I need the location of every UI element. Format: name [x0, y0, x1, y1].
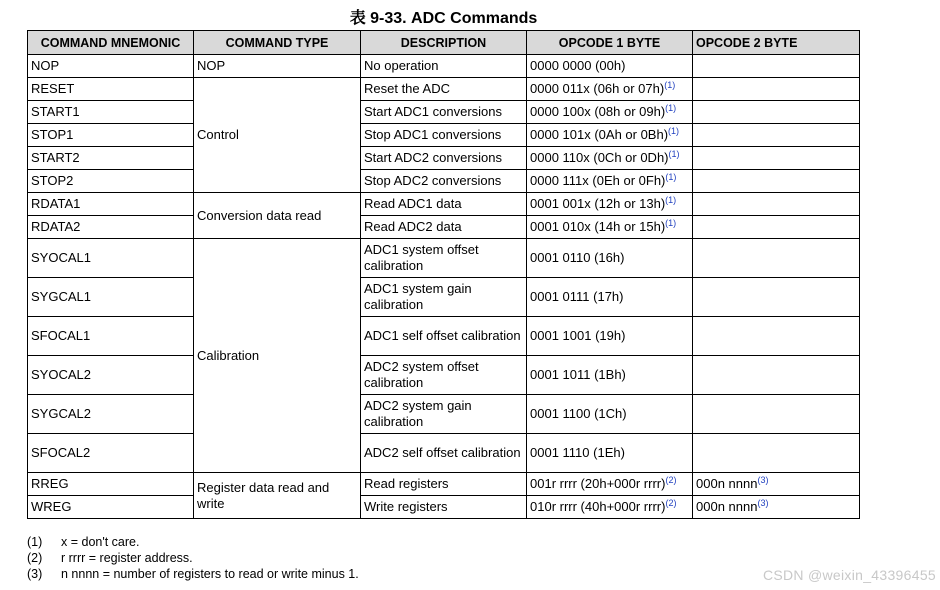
description-cell: ADC1 system gain calibration — [361, 278, 527, 317]
description-cell: Start ADC1 conversions — [361, 101, 527, 124]
command-type-cell: Calibration — [194, 239, 361, 473]
mnemonic-cell: RREG — [28, 473, 194, 496]
opcode1-value: 0001 0111 (17h) — [530, 289, 624, 304]
mnemonic-cell: START1 — [28, 101, 194, 124]
mnemonic-cell: NOP — [28, 55, 194, 78]
footnote-ref-link[interactable]: (1) — [665, 218, 677, 228]
opcode1-value: 0001 1011 (1Bh) — [530, 367, 626, 382]
opcode1-cell — [527, 55, 693, 78]
opcode1-cell — [527, 78, 693, 101]
table-row — [28, 356, 860, 395]
opcode1-cell — [527, 496, 693, 519]
footnote-text: n nnnn = number of registers to read or write minus 1. — [61, 567, 359, 581]
opcode1-cell — [527, 473, 693, 496]
opcode1-cell — [527, 193, 693, 216]
table-row — [28, 496, 860, 519]
description-cell: ADC2 system offset calibration — [361, 356, 527, 395]
opcode1-cell — [527, 356, 693, 395]
opcode2-cell — [693, 193, 860, 216]
opcode2-cell — [693, 356, 860, 395]
opcode1-value: 0001 1110 (1Eh) — [530, 445, 625, 460]
opcode1-cell — [527, 216, 693, 239]
header-command-type: COMMAND TYPE — [194, 31, 361, 55]
description-cell: Read ADC2 data — [361, 216, 527, 239]
footnote-number: (3) — [27, 567, 43, 581]
opcode1-cell — [527, 434, 693, 473]
footnote-ref-link[interactable]: (1) — [664, 80, 676, 90]
opcode2-cell — [693, 216, 860, 239]
footnote-ref-link[interactable]: (3) — [757, 475, 769, 485]
header-command-mnemonic: COMMAND MNEMONIC — [28, 31, 194, 55]
description-cell: Read registers — [361, 473, 527, 496]
opcode1-value: 0001 0110 (16h) — [530, 250, 625, 265]
table-footnotes — [27, 534, 359, 582]
opcode1-value: 0000 111x (0Eh or 0Fh) — [530, 173, 666, 188]
header-opcode-2-byte: OPCODE 2 BYTE — [693, 31, 860, 55]
description-cell: Stop ADC2 conversions — [361, 170, 527, 193]
command-type-cell: Control — [194, 78, 361, 193]
mnemonic-cell: SYGCAL1 — [28, 278, 194, 317]
table-row — [28, 239, 860, 278]
opcode1-cell — [527, 124, 693, 147]
opcode1-value: 0000 101x (0Ah or 0Bh) — [530, 127, 669, 142]
opcode1-cell — [527, 170, 693, 193]
table-row — [28, 124, 860, 147]
opcode1-value: 010r rrrr (40h+000r rrrr) — [530, 499, 666, 514]
table-row — [28, 193, 860, 216]
opcode2-cell — [693, 147, 860, 170]
mnemonic-cell: WREG — [28, 496, 194, 519]
footnote-number: (2) — [27, 551, 43, 565]
table-row — [28, 473, 860, 496]
command-type-cell: NOP — [194, 55, 361, 78]
opcode1-value: 001r rrrr (20h+000r rrrr) — [530, 476, 666, 491]
description-cell: Write registers — [361, 496, 527, 519]
mnemonic-cell: STOP2 — [28, 170, 194, 193]
table-header-row — [28, 31, 860, 55]
opcode1-value: 0000 100x (08h or 09h) — [530, 104, 666, 119]
header-opcode-1-byte: OPCODE 1 BYTE — [527, 31, 693, 55]
footnote-text: r rrrr = register address. — [61, 551, 193, 565]
footnote-text: x = don't care. — [61, 535, 140, 549]
opcode1-cell — [527, 317, 693, 356]
table-row — [28, 101, 860, 124]
opcode2-cell — [693, 278, 860, 317]
mnemonic-cell: SFOCAL1 — [28, 317, 194, 356]
table-row — [28, 170, 860, 193]
mnemonic-cell: RDATA1 — [28, 193, 194, 216]
footnote-ref-link[interactable]: (1) — [668, 149, 680, 159]
table-row — [28, 395, 860, 434]
footnote-ref-link[interactable]: (2) — [665, 498, 677, 508]
opcode1-value: 0001 1100 (1Ch) — [530, 406, 627, 421]
mnemonic-cell: SYOCAL2 — [28, 356, 194, 395]
table-row — [28, 147, 860, 170]
opcode1-value: 0001 001x (12h or 13h) — [530, 196, 666, 211]
footnote — [27, 566, 359, 582]
description-cell: Stop ADC1 conversions — [361, 124, 527, 147]
opcode2-cell — [693, 170, 860, 193]
opcode2-cell — [693, 496, 860, 519]
mnemonic-cell: SYGCAL2 — [28, 395, 194, 434]
opcode2-cell — [693, 395, 860, 434]
opcode2-cell — [693, 55, 860, 78]
mnemonic-cell: STOP1 — [28, 124, 194, 147]
footnote — [27, 534, 359, 550]
description-cell: ADC2 self offset calibration — [361, 434, 527, 473]
opcode2-cell — [693, 239, 860, 278]
table-row — [28, 216, 860, 239]
opcode2-cell — [693, 473, 860, 496]
opcode2-cell — [693, 124, 860, 147]
mnemonic-cell: START2 — [28, 147, 194, 170]
table-title: 表 9-33. ADC Commands — [349, 10, 538, 27]
mnemonic-cell: RDATA2 — [28, 216, 194, 239]
opcode1-value: 0001 010x (14h or 15h) — [530, 219, 666, 234]
opcode1-value: 0000 110x (0Ch or 0Dh) — [530, 150, 669, 165]
table-row — [28, 434, 860, 473]
description-cell: Start ADC2 conversions — [361, 147, 527, 170]
header-description: DESCRIPTION — [361, 31, 527, 55]
footnote-ref-link[interactable]: (1) — [665, 103, 677, 113]
footnote — [27, 550, 359, 566]
watermark: CSDN @weixin_43396455 — [762, 567, 936, 583]
opcode1-cell — [527, 395, 693, 434]
description-cell: ADC1 self offset calibration — [361, 317, 527, 356]
opcode1-value: 0000 011x (06h or 07h) — [530, 81, 665, 96]
adc-commands-table — [27, 30, 860, 519]
description-cell: Read ADC1 data — [361, 193, 527, 216]
table-row — [28, 78, 860, 101]
opcode1-cell — [527, 147, 693, 170]
table-row — [28, 278, 860, 317]
mnemonic-cell: SYOCAL1 — [28, 239, 194, 278]
opcode2-cell — [693, 78, 860, 101]
opcode2-value: 000n nnnn — [696, 499, 758, 514]
footnote-ref-link[interactable]: (1) — [668, 126, 680, 136]
footnote-number: (1) — [27, 535, 43, 549]
opcode2-cell — [693, 101, 860, 124]
mnemonic-cell: SFOCAL2 — [28, 434, 194, 473]
mnemonic-cell: RESET — [28, 78, 194, 101]
opcode1-cell — [527, 239, 693, 278]
opcode2-cell — [693, 317, 860, 356]
description-cell: ADC2 system gain calibration — [361, 395, 527, 434]
opcode1-value: 0000 0000 (00h) — [530, 58, 626, 73]
footnote-ref-link[interactable]: (1) — [665, 195, 677, 205]
description-cell: Reset the ADC — [361, 78, 527, 101]
table-row — [28, 317, 860, 356]
footnote-ref-link[interactable]: (1) — [665, 172, 677, 182]
command-type-cell: Register data read and write — [194, 473, 361, 519]
opcode2-value: 000n nnnn — [696, 476, 758, 491]
command-type-cell: Conversion data read — [194, 193, 361, 239]
opcode1-value: 0001 1001 (19h) — [530, 328, 626, 343]
opcode1-cell — [527, 101, 693, 124]
description-cell: ADC1 system offset calibration — [361, 239, 527, 278]
footnote-ref-link[interactable]: (2) — [665, 475, 677, 485]
description-cell: No operation — [361, 55, 527, 78]
opcode2-cell — [693, 434, 860, 473]
footnote-ref-link[interactable]: (3) — [757, 498, 769, 508]
opcode1-cell — [527, 278, 693, 317]
table-row — [28, 55, 860, 78]
